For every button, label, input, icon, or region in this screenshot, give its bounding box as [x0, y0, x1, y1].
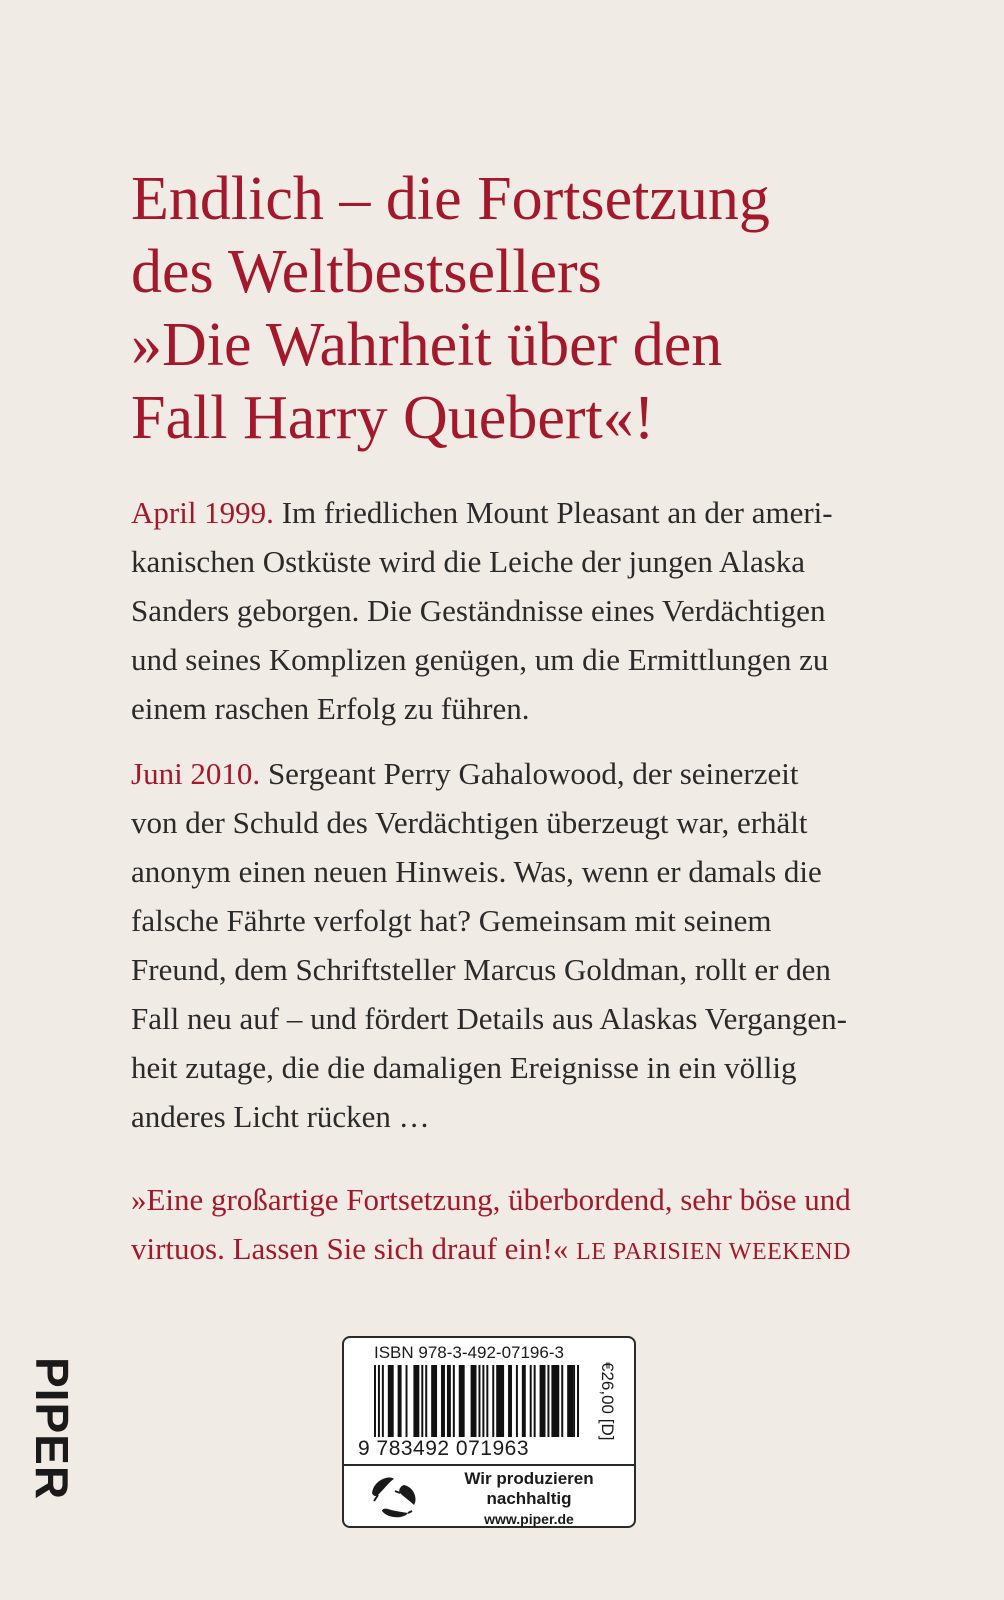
paragraph-line: von der Schuld des Verdächtigen überzeugt war, erhält [131, 805, 808, 840]
barcode-bar [431, 1365, 437, 1437]
leaf-recycle-icon [364, 1471, 422, 1525]
paragraph-line [131, 749, 891, 798]
paragraph-line: Fall neu auf – und fördert Details aus Alaskas Vergangen- [131, 1001, 847, 1036]
paragraph-line: einem raschen Erfolg zu führen. [131, 691, 530, 726]
eco-line: Wir produzieren [464, 1469, 594, 1488]
publisher-logo [26, 1355, 78, 1525]
paragraph-text: Sergeant Perry Gahalowood, der seinerzeit [260, 756, 799, 791]
paragraph-line: und seines Komplizen genügen, um die Ermittlungen zu [131, 642, 829, 677]
paragraph-line: heit zutage, die die damaligen Ereignisse in ein völlig [131, 1050, 797, 1085]
barcode-bar [413, 1365, 419, 1437]
barcode-bar [478, 1365, 480, 1437]
blurb-paragraph-1 [131, 488, 891, 733]
price-label [592, 1360, 622, 1460]
barcode-bar [406, 1365, 408, 1437]
quote-line [131, 1224, 931, 1277]
barcode-bar [388, 1365, 394, 1437]
headline-line: »Die Wahrheit über den [131, 311, 723, 379]
headline-line: des Weltbestsellers [131, 238, 602, 306]
quote-text: virtuos. Lassen Sie sich drauf ein!« [131, 1231, 577, 1266]
ean-number: 9 783492 071963 [358, 1437, 529, 1460]
headline [131, 163, 971, 455]
eco-line: nachhaltig [486, 1489, 572, 1508]
barcode-bar [447, 1365, 451, 1437]
press-quote [131, 1175, 931, 1277]
headline-line: Fall Harry Quebert«! [131, 384, 655, 452]
barcode-bar [522, 1365, 526, 1437]
publisher-name: PIPER [26, 1357, 78, 1501]
barcode-bar [441, 1365, 445, 1437]
barcode-bar [425, 1365, 427, 1437]
barcode-bar [561, 1365, 563, 1437]
barcode-bar [378, 1365, 380, 1437]
paragraph-line: kanischen Ostküste wird die Leiche der jungen Alaska [131, 544, 806, 579]
quote-source: LE PARISIEN WEEKEND [576, 1239, 851, 1265]
barcode-bar [421, 1365, 423, 1437]
publisher-url: www.piper.de [484, 1511, 574, 1527]
headline-line: Endlich – die Fortsetzung [131, 165, 770, 233]
barcode-bar [534, 1365, 536, 1437]
barcode-bar [573, 1365, 575, 1437]
barcode-bar [459, 1365, 465, 1437]
barcode-bar [398, 1365, 402, 1437]
price-text: €26,00 [D] [598, 1362, 617, 1441]
barcode-bar [551, 1365, 559, 1437]
barcode-bar [486, 1365, 488, 1437]
barcode-bars [374, 1365, 579, 1437]
date-lead: April 1999. [131, 495, 274, 530]
paragraph-text: Im friedlichen Mount Pleasant an der ameri- [273, 495, 833, 530]
paragraph-line: anderes Licht rücken … [131, 1099, 430, 1134]
barcode-bar [453, 1365, 455, 1437]
barcode-bar [577, 1365, 579, 1437]
barcode-bar [496, 1365, 504, 1437]
isbn-number: ISBN 978-3-492-07196-3 [374, 1343, 564, 1362]
paragraph-line [131, 488, 891, 537]
blurb-paragraph-2 [131, 749, 891, 1141]
barcode-bar [547, 1365, 549, 1437]
barcode-bar [530, 1365, 532, 1437]
date-lead: Juni 2010. [131, 756, 261, 791]
barcode-bar [508, 1365, 512, 1437]
paragraph-line: Sanders geborgen. Die Geständnisse eines Verdächtigen [131, 593, 826, 628]
barcode-bar [482, 1365, 484, 1437]
barcode-bar [567, 1365, 573, 1437]
quote-line: »Eine großartige Fortsetzung, überbordend, sehr böse und [131, 1182, 851, 1217]
paragraph-line: falsche Fährte verfolgt hat? Gemeinsam mit seinem [131, 903, 772, 938]
paragraph-line: anonym einen neuen Hinweis. Was, wenn er damals die [131, 854, 822, 889]
barcode-bar [382, 1365, 384, 1437]
divider [344, 1464, 634, 1466]
barcode-bar [516, 1365, 518, 1437]
paragraph-line: Freund, dem Schriftsteller Marcus Goldman, rollt er den [131, 952, 831, 987]
eco-statement [429, 1469, 629, 1528]
barcode-bar [471, 1365, 477, 1437]
barcode-label [342, 1336, 636, 1528]
barcode-bar [374, 1365, 376, 1437]
barcode-bar [540, 1365, 546, 1437]
barcode-bar [492, 1365, 494, 1437]
